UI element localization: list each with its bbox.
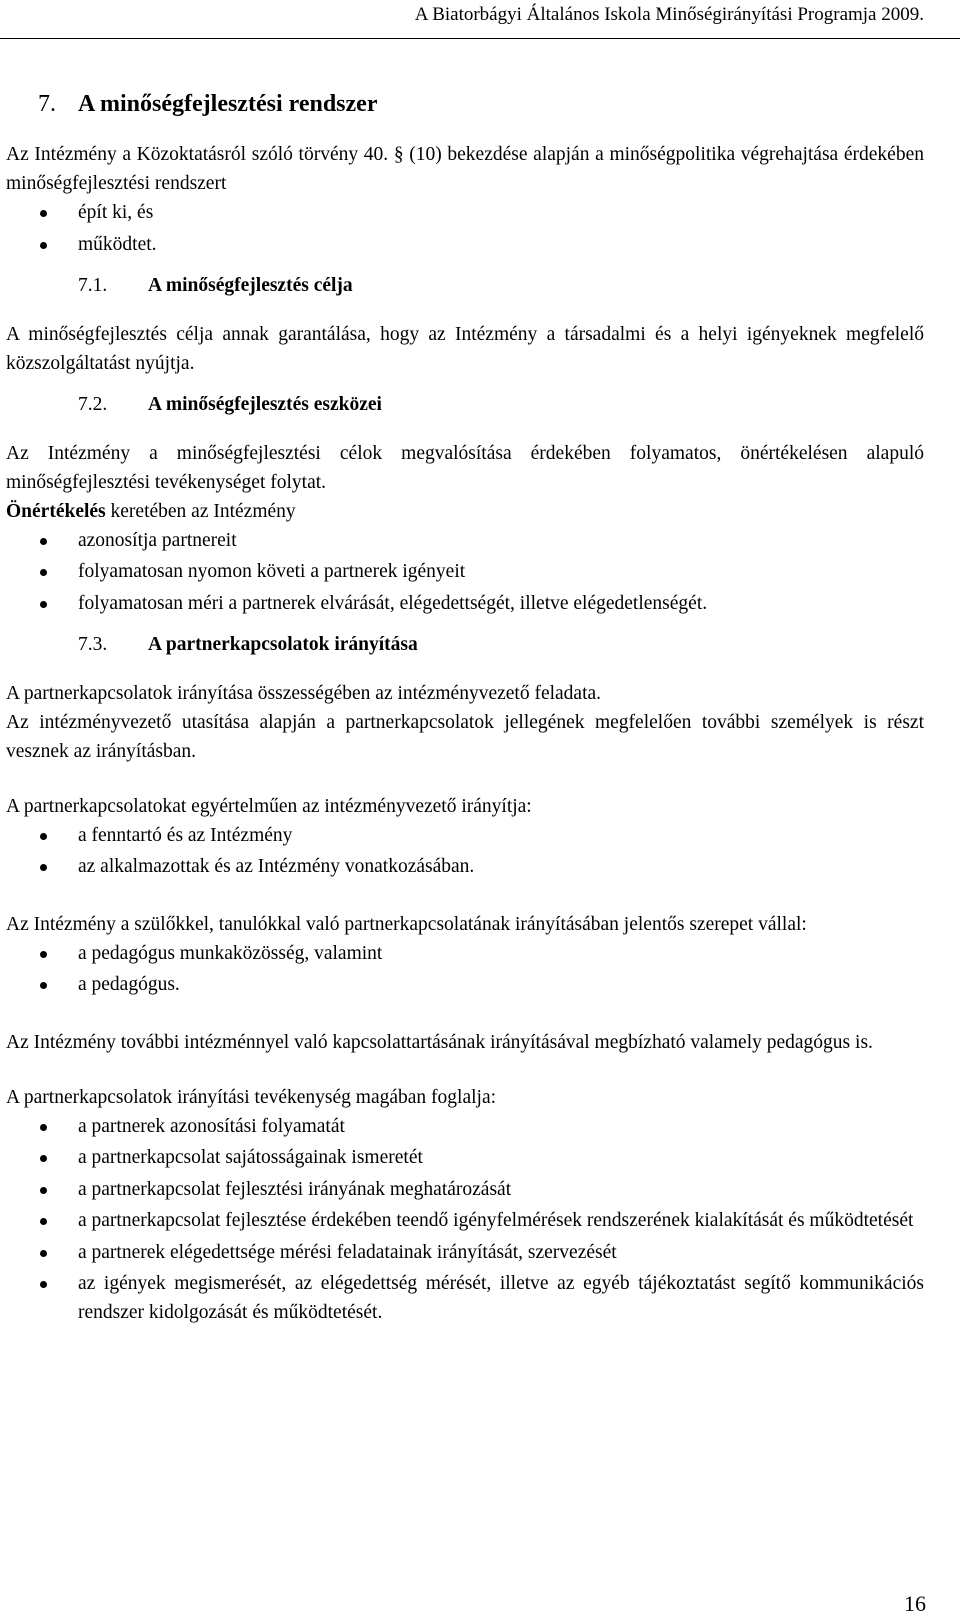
chapter-heading [6,88,924,120]
parents-list [6,939,924,1000]
intro-paragraph: Az Intézmény a Közoktatásról szóló törvény 40. § (10) bekezdése alapján a minőségpolitika végrehajtása érdekében minőségfejlesztési rendszert [6,144,924,194]
header-rule [0,38,960,39]
selfeval-list [6,526,924,618]
document-body [6,88,924,1330]
page-header: A Biatorbágyi Általános Iskola Minőségirányítási Programja 2009. [414,4,924,25]
section-7-3-paragraph-3: A partnerkapcsolatokat egyértelműen az intézményvezető irányítja: [6,795,532,817]
list-item: működtet. [6,230,924,259]
section-number: 7.3. [78,633,108,655]
selfeval-rest: keretében az Intézmény [105,500,296,522]
list-item: a partnerkapcsolat fejlesztési irányának meghatározását [6,1175,924,1204]
section-number: 7.1. [78,274,108,296]
section-heading-7-3 [6,630,924,659]
section-7-3-paragraph-1: A partnerkapcsolatok irányítása összességében az intézményvezető feladata. [6,682,602,704]
director-list [6,821,924,882]
spacer [6,884,924,910]
list-item: az alkalmazottak és az Intézmény vonatkozásában. [6,852,924,881]
list-item: a pedagógus munkaközösség, valamint [6,939,924,968]
section-7-1-paragraph: A minőségfejlesztés célja annak garantálása, hogy az Intézmény a társadalmi és a helyi igényeknek megfelelő közszolgáltatást nyújtja. [6,323,924,374]
spacer [6,766,924,792]
selfeval-paragraph [6,497,924,526]
selfeval-bold: Önértékelés [6,500,106,522]
activities-list [6,1112,924,1328]
section-7-2-paragraph: Az Intézmény a minőségfejlesztési célok megvalósítása érdekében folyamatos, önértékelésen alapuló minőségfejlesztési tevékenységet folytat. [6,442,924,493]
section-title: A minőségfejlesztés eszközei [148,393,382,415]
list-item: folyamatosan méri a partnerek elvárását, elégedettségét, illetve elégedetlenségét. [6,589,924,618]
section-7-3-paragraph-5: Az Intézmény további intézménnyel való kapcsolattartásának irányításával megbízható valamely pedagógus is. [6,1031,873,1053]
list-item: épít ki, és [6,198,924,227]
list-item: a partnerek elégedettsége mérési feladatainak irányítását, szervezését [6,1238,924,1267]
section-number: 7.2. [78,393,108,415]
chapter-title: A minőségfejlesztési rendszer [78,91,378,117]
section-7-3-paragraph-4: Az Intézmény a szülőkkel, tanulókkal való partnerkapcsolatának irányításában jelentős szerepet vállal: [6,913,807,935]
list-item: a partnerkapcsolat fejlesztése érdekében teendő igényfelmérések rendszerének kialakítását és működtetését [6,1206,924,1235]
list-item: a pedagógus. [6,970,924,999]
spacer [6,1002,924,1028]
section-title: A partnerkapcsolatok irányítása [148,633,418,655]
section-heading-7-1 [6,271,924,300]
list-item: folyamatosan nyomon követi a partnerek igényeit [6,557,924,586]
section-7-3-paragraph-2: Az intézményvezető utasítása alapján a partnerkapcsolatok jellegének megfelelően további személyek is részt vesznek az irányításban. [6,711,924,762]
section-7-3-paragraph-6: A partnerkapcsolatok irányítási tevékenység magában foglalja: [6,1086,497,1108]
list-item: az igények megismerését, az elégedettség mérését, illetve az egyéb tájékoztatást segítő kommunikációs rendszer kidolgozását és működtetését. [6,1269,924,1327]
section-heading-7-2 [6,390,924,419]
page-number: 16 [904,1591,926,1616]
spacer [6,1057,924,1083]
chapter-number: 7. [38,91,56,117]
list-item: a partnerek azonosítási folyamatát [6,1112,924,1141]
list-item: a partnerkapcsolat sajátosságainak ismeretét [6,1143,924,1172]
list-item: azonosítja partnereit [6,526,924,555]
section-title: A minőségfejlesztés célja [148,274,353,296]
list-item: a fenntartó és az Intézmény [6,821,924,850]
intro-list [6,198,924,259]
